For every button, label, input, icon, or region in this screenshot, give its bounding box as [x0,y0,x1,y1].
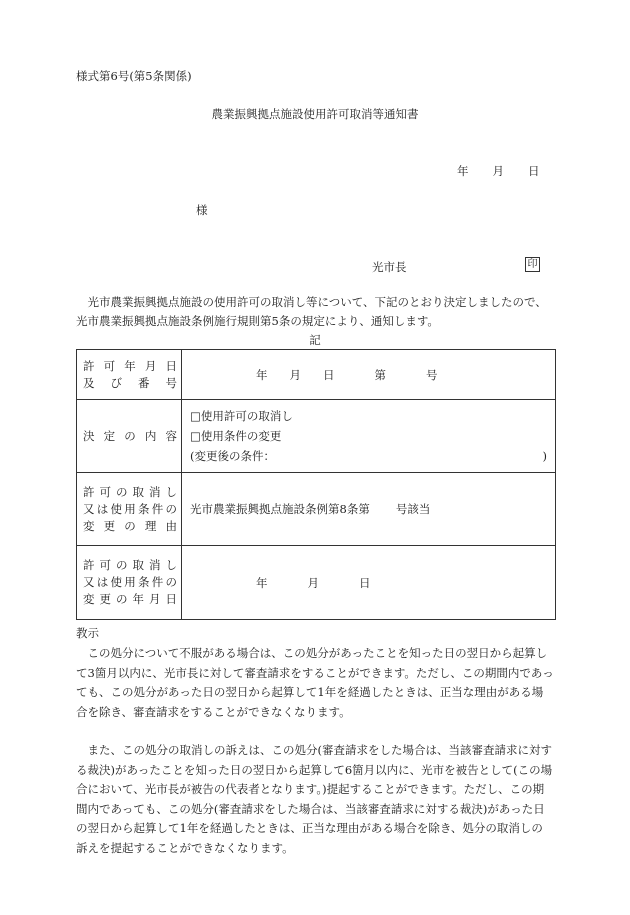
date-day: 日 [528,164,540,178]
row-label-reason: 許可の取消し 又は使用条件の 変更の理由 [77,473,182,546]
seal-mark: 印 [525,257,540,272]
notice-paragraph-1: この処分について不服がある場合は、この処分があったことを知った日の翌日から起算して3箇月以内に、光市長に対して審査請求をすることができます。ただし、この期間内であっても、この処分があった日の翌日から起算して1年を経過したときは、正当な理由がある場合を除き、審査請求をすることができなくなります。 [76,646,554,719]
decision-table [76,349,556,620]
date-month: 月 [492,164,504,178]
permit-date-value: 年 月 日 第 号 [182,350,556,400]
reason-value: 光市農業振興拠点施設条例第8条第 号該当 [182,473,556,546]
form-number: 様式第6号(第5条関係) [76,69,192,83]
changed-condition: (変更後の条件： ) [190,449,547,463]
ki-heading: 記 [309,333,321,347]
table-row [77,400,556,473]
document-title: 農業振興拠点施設使用許可取消等通知書 [211,107,419,121]
issue-date [457,163,540,179]
notice-title: 教示 [76,626,99,640]
option-revoke: □使用許可の取消し [190,409,293,423]
row-label-permit-date: 許可年月日 及び番号 [77,350,182,400]
table-row [77,350,556,400]
intro-text: 光市農業振興拠点施設の使用許可の取消し等について、下記のとおり決定しましたので、光市農業振興拠点施設条例施行規則第5条の規定により、通知します。 [76,295,547,328]
date-year: 年 [457,164,469,178]
change-date-value: 年 月 日 [182,546,556,620]
row-label-change-date: 許可の取消し 又は使用条件の 変更の年月日 [77,546,182,620]
row-label-decision: 決定の内容 [77,400,182,473]
issuer-name: 光市長 [372,260,407,274]
notice-paragraph-2: また、この処分の取消しの訴えは、この処分(審査請求をした場合は、当該審査請求に対する裁決)があったことを知った日の翌日から起算して6箇月以内に、光市を被告として(この場合において、光市長が被告の代表者となります。)提起することができます。ただし、この期間内であっても、この処分(審査請求をした場合は、当該審査請求に対する裁決)があった日の翌日から起算して1年を経過したときは、正当な理由がある場合を除き、処分の取消しの訴えを提起することができなくなります。 [76,743,553,855]
option-change: □使用条件の変更 [190,429,282,443]
addressee: 様 [196,203,208,217]
table-row [77,546,556,620]
decision-value [182,400,556,473]
table-row [77,473,556,546]
